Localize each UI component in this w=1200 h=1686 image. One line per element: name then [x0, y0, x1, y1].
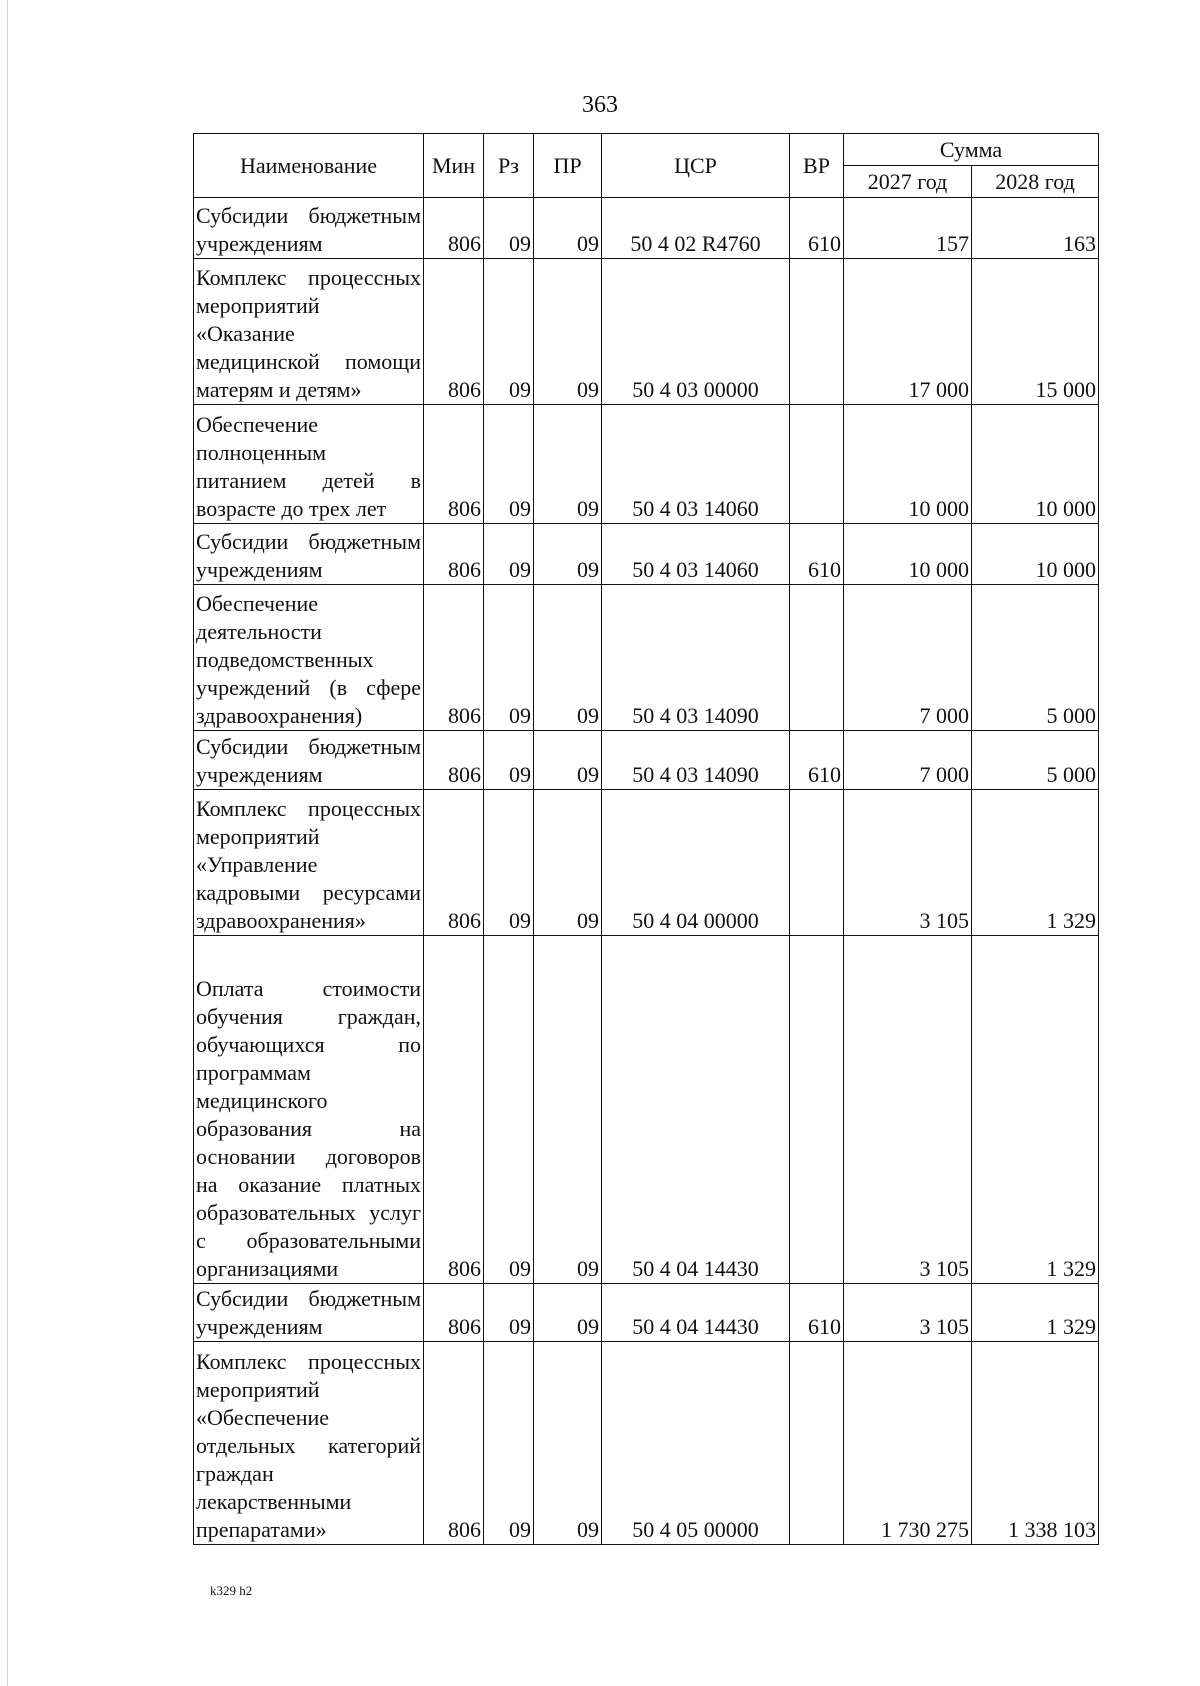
header-pr: ПР: [534, 134, 602, 198]
row-pr: 09: [534, 731, 602, 790]
row-sum-2027: 10 000: [844, 405, 972, 524]
table-header: [194, 134, 1099, 198]
row-pr: 09: [534, 259, 602, 405]
row-name: Оплата стоимости обучения граждан, обучающихся по программам медицинского образования на основании договоров на оказание платных образовательных услуг с образовательными организациями: [194, 936, 424, 1284]
row-min: 806: [424, 405, 484, 524]
row-rz: 09: [484, 585, 534, 731]
row-sum-2027: 7 000: [844, 585, 972, 731]
header-vr: ВР: [790, 134, 844, 198]
row-sum-2027: 10 000: [844, 524, 972, 585]
row-rz: 09: [484, 405, 534, 524]
row-vr: 610: [790, 731, 844, 790]
row-sum-2028: 5 000: [972, 731, 1099, 790]
row-csr: 50 4 04 14430: [602, 936, 790, 1284]
row-csr: 50 4 03 14060: [602, 405, 790, 524]
table-row: [194, 524, 1099, 585]
row-sum-2028: 10 000: [972, 405, 1099, 524]
table-row: [194, 1284, 1099, 1342]
table-row: [194, 585, 1099, 731]
row-min: 806: [424, 936, 484, 1284]
row-sum-2028: 163: [972, 198, 1099, 259]
row-name: Комплекс процессных мероприятий «Обеспечение отдельных категорий граждан лекарственными препаратами»: [194, 1342, 424, 1545]
row-min: 806: [424, 198, 484, 259]
row-csr: 50 4 05 00000: [602, 1342, 790, 1545]
table-body: [194, 198, 1099, 1545]
row-min: 806: [424, 731, 484, 790]
table-row: [194, 198, 1099, 259]
row-rz: 09: [484, 259, 534, 405]
row-pr: 09: [534, 936, 602, 1284]
row-min: 806: [424, 524, 484, 585]
row-rz: 09: [484, 524, 534, 585]
row-sum-2027: 3 105: [844, 936, 972, 1284]
row-csr: 50 4 03 14060: [602, 524, 790, 585]
table-row: [194, 936, 1099, 1284]
row-min: 806: [424, 790, 484, 936]
row-pr: 09: [534, 524, 602, 585]
row-sum-2027: 3 105: [844, 1284, 972, 1342]
row-vr: 610: [790, 1284, 844, 1342]
row-name: Субсидии бюджетным учреждениям: [194, 524, 424, 585]
header-csr: ЦСР: [602, 134, 790, 198]
header-rz: Рз: [484, 134, 534, 198]
row-sum-2027: 157: [844, 198, 972, 259]
page-number: 363: [582, 92, 618, 118]
row-sum-2027: 3 105: [844, 790, 972, 936]
row-rz: 09: [484, 1342, 534, 1545]
footer-code: k329 h2: [210, 1583, 253, 1598]
row-csr: 50 4 03 14090: [602, 585, 790, 731]
row-sum-2027: 7 000: [844, 731, 972, 790]
row-sum-2028: 1 338 103: [972, 1342, 1099, 1545]
row-rz: 09: [484, 936, 534, 1284]
row-sum-2028: 5 000: [972, 585, 1099, 731]
row-name: Комплекс процессных мероприятий «Оказание медицинской помощи матерям и детям»: [194, 259, 424, 405]
row-name: Комплекс процессных мероприятий «Управление кадровыми ресурсами здравоохранения»: [194, 790, 424, 936]
row-name: Обеспечение деятельности подведомственных учреждений (в сфере здравоохранения): [194, 585, 424, 731]
row-vr: 610: [790, 524, 844, 585]
table-row: [194, 790, 1099, 936]
row-min: 806: [424, 585, 484, 731]
row-min: 806: [424, 1342, 484, 1545]
budget-table: [193, 133, 1099, 1545]
scan-edge-line: [7, 0, 8, 1686]
table-row: [194, 731, 1099, 790]
header-min: Мин: [424, 134, 484, 198]
row-vr: [790, 936, 844, 1284]
header-year-2028: 2028 год: [972, 166, 1099, 198]
table-row: [194, 1342, 1099, 1545]
row-name: Субсидии бюджетным учреждениям: [194, 198, 424, 259]
row-sum-2027: 1 730 275: [844, 1342, 972, 1545]
header-year-2027: 2027 год: [844, 166, 972, 198]
table-row: [194, 405, 1099, 524]
row-name: Обеспечение полноценным питанием детей в возрасте до трех лет: [194, 405, 424, 524]
row-min: 806: [424, 259, 484, 405]
row-rz: 09: [484, 198, 534, 259]
row-csr: 50 4 02 R4760: [602, 198, 790, 259]
row-min: 806: [424, 1284, 484, 1342]
row-name: Субсидии бюджетным учреждениям: [194, 1284, 424, 1342]
row-pr: 09: [534, 198, 602, 259]
row-vr: 610: [790, 198, 844, 259]
row-csr: 50 4 03 00000: [602, 259, 790, 405]
row-sum-2028: 15 000: [972, 259, 1099, 405]
row-vr: [790, 585, 844, 731]
header-name: Наименование: [194, 134, 424, 198]
row-rz: 09: [484, 731, 534, 790]
row-vr: [790, 259, 844, 405]
row-pr: 09: [534, 1342, 602, 1545]
row-pr: 09: [534, 585, 602, 731]
row-sum-2027: 17 000: [844, 259, 972, 405]
row-rz: 09: [484, 790, 534, 936]
row-pr: 09: [534, 1284, 602, 1342]
row-sum-2028: 1 329: [972, 790, 1099, 936]
row-csr: 50 4 04 14430: [602, 1284, 790, 1342]
row-csr: 50 4 04 00000: [602, 790, 790, 936]
row-vr: [790, 1342, 844, 1545]
row-rz: 09: [484, 1284, 534, 1342]
row-sum-2028: 1 329: [972, 1284, 1099, 1342]
row-csr: 50 4 03 14090: [602, 731, 790, 790]
header-sum: Сумма: [844, 134, 1099, 166]
row-pr: 09: [534, 405, 602, 524]
row-vr: [790, 405, 844, 524]
row-vr: [790, 790, 844, 936]
table-row: [194, 259, 1099, 405]
row-sum-2028: 10 000: [972, 524, 1099, 585]
row-pr: 09: [534, 790, 602, 936]
row-name: Субсидии бюджетным учреждениям: [194, 731, 424, 790]
row-sum-2028: 1 329: [972, 936, 1099, 1284]
